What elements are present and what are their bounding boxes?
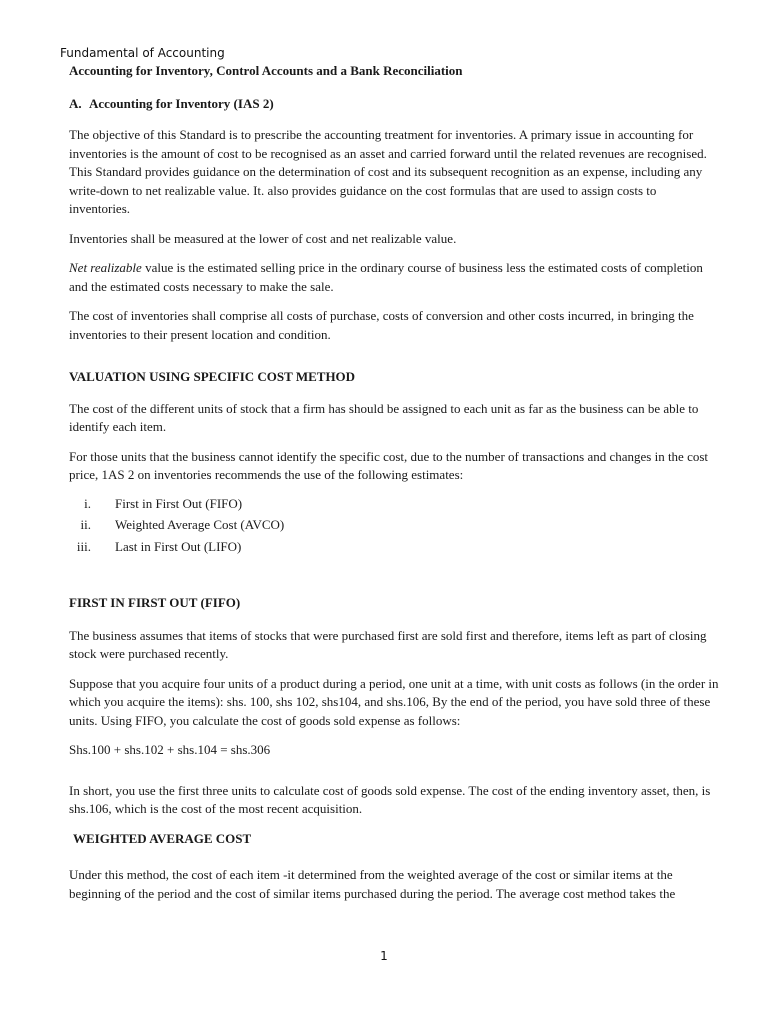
list-number: ii.: [80, 517, 91, 532]
section-title: Accounting for Inventory (IAS 2): [89, 95, 274, 111]
paragraph-fifo-summary: In short, you use the first three units to calculate cost of goods sold expense. The cost of the ending inventory asset, then, is shs.106, which is the cost of the most recent acquisition.: [69, 782, 711, 816]
list-text: First in First Out (FIFO): [115, 495, 243, 511]
paragraph-fifo-assumption: The business assumes that items of stocks that were purchased first are sold first and therefore, items left as part of closing stock were purchased recently.: [69, 627, 707, 661]
section-heading-a: [69, 95, 719, 114]
paragraph-estimates-intro: For those units that the business cannot identify the specific cost, due to the number of transactions and changes in the cost price, 1AS 2 on inventories recommends the use of the following estimates:: [69, 448, 709, 482]
list-item: [69, 538, 719, 557]
heading-specific-cost: VALUATION USING SPECIFIC COST METHOD: [69, 369, 356, 384]
heading-fifo: FIRST IN FIRST OUT (FIFO): [69, 595, 241, 610]
paragraph-measurement: Inventories shall be measured at the lower of cost and net realizable value.: [69, 230, 457, 246]
page-number: 1: [380, 949, 388, 963]
paragraph-specific-cost: The cost of the different units of stock that a firm has should be assigned to each unit as far as the business can be able to identify each item.: [69, 400, 699, 434]
paragraph-cost-of-inventories: The cost of inventories shall comprise all costs of purchase, costs of conversion and other costs incurred, in bringing the inventories to their present location and condition.: [69, 308, 694, 342]
paragraph-fifo-calculation: Shs.100 + shs.102 + shs.104 = shs.306: [69, 742, 271, 757]
paragraph-text: value is the estimated selling price in the ordinary course of business less the estimated costs of completion and the estimated costs necessary to make the sale.: [69, 260, 703, 294]
page-header: Fundamental of Accounting: [60, 46, 225, 60]
list-item: [69, 495, 719, 514]
heading-weighted-average: WEIGHTED AVERAGE COST: [73, 830, 252, 846]
document-title: Accounting for Inventory, Control Accounts and a Bank Reconciliation: [69, 63, 463, 78]
list-number: i.: [84, 495, 91, 511]
list-item: [69, 516, 719, 535]
paragraph-fifo-example: Suppose that you acquire four units of a product during a period, one unit at a time, with unit costs as follows (in the order in which you acquire the items): shs. 100, shs 102, shs104, and shs.106, By the end of the period, you have sold three of these units. Using FIFO, you calculate the cost of goods sold expense as follows:: [69, 675, 719, 728]
list-text: Weighted Average Cost (AVCO): [115, 517, 285, 532]
list-number: iii.: [76, 538, 91, 554]
document-body: [69, 62, 719, 914]
list-text: Last in First Out (LIFO): [115, 538, 242, 554]
paragraph-net-realizable: [69, 259, 719, 296]
paragraph-weighted-average: Under this method, the cost of each item -it determined from the weighted average of the cost or similar items at the beginning of the period and the cost of similar items purchased during the period. The average cost method takes the: [69, 867, 676, 901]
estimates-list: [69, 495, 719, 557]
italic-term: Net realizable: [69, 260, 142, 275]
paragraph-objective: The objective of this Standard is to prescribe the accounting treatment for inventories. A primary issue in accounting for inventories is the amount of cost to be recognised as an asset and carried forward until the related revenues are recognised. This Standard provides guidance on the determination of cost and its subsequent recognition as an expense, including any write-down to net realizable value. It. also provides guidance on the cost formulas that are used to assign costs to inventories.: [69, 127, 707, 216]
section-label: A.: [69, 95, 82, 111]
